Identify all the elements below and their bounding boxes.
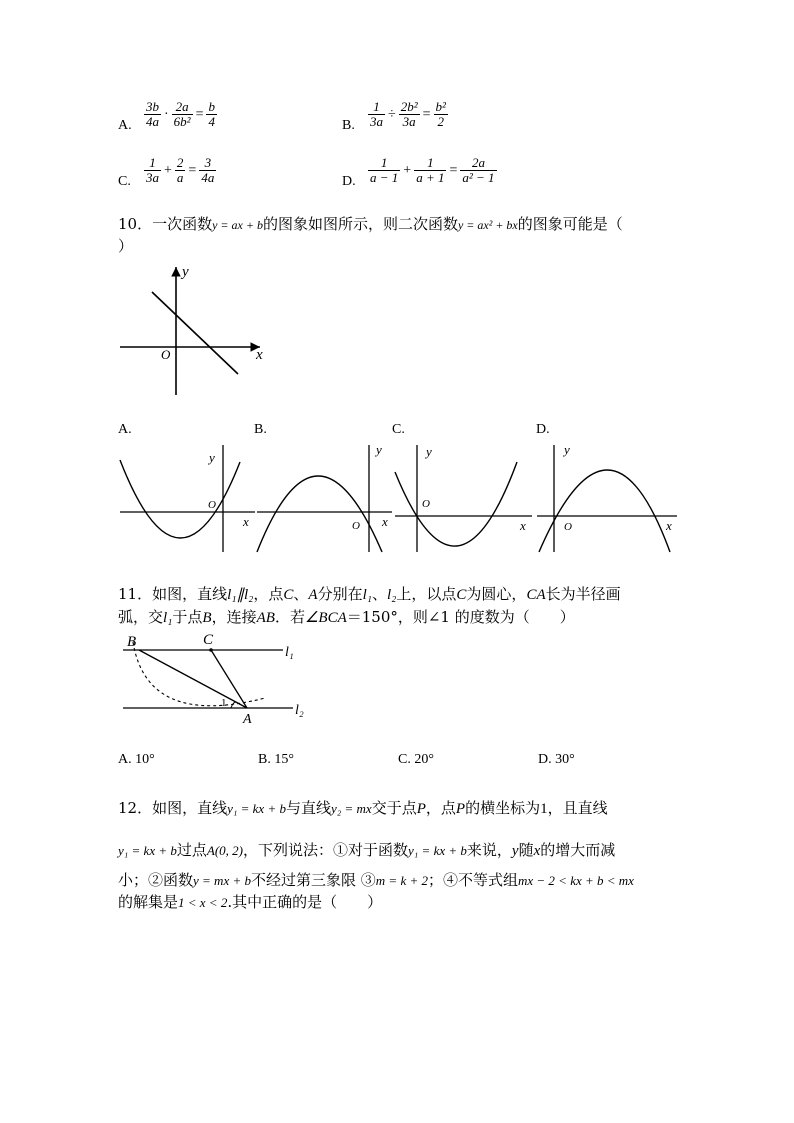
svg-text:x: x — [243, 514, 249, 529]
arc — [133, 642, 265, 706]
q11-option-b: B. 15° — [258, 752, 294, 767]
q10-option-c-label: C. — [392, 422, 405, 437]
svg-text:C: C — [203, 632, 214, 648]
parabola — [539, 470, 670, 552]
origin-label: O — [161, 347, 171, 362]
fraction: $\frac{2}{a}$ — [176, 155, 184, 185]
q11-option-d: D. 30° — [538, 752, 575, 767]
svg-text:x: x — [666, 518, 672, 533]
parabola — [257, 476, 382, 552]
fraction: $\frac{b}{4}$ — [208, 99, 215, 129]
svg-text:B: B — [127, 634, 137, 650]
fraction: $\frac{1}{3a}$ — [370, 99, 383, 129]
q12-stem-line1: 12．如图，直线y₁ = kx + b与直线y₂ = mx交于点P，点P的横坐标为1，且直线 — [118, 799, 608, 817]
svg-text:O: O — [352, 520, 360, 532]
fraction: $\frac{\text{2b²}}{3a}$ — [400, 99, 418, 129]
parabola — [120, 460, 240, 538]
q11-option-a: A. 10° — [118, 752, 155, 767]
option-label: A. — [118, 118, 132, 133]
q9-option-c: C. $\frac{1}{3a}$ + $\frac{2}{a}$ = $\frac{3}{4a}$ — [118, 155, 215, 189]
svg-text:A: A — [243, 712, 252, 727]
q12-stem-line4: 的解集是1 < x < 2.其中正确的是（ ） — [118, 893, 383, 911]
q10-option-a-graph — [115, 440, 260, 555]
fraction: $\frac{3b}{4a}$ — [146, 99, 159, 129]
svg-text:O: O — [564, 521, 572, 533]
svg-text:O: O — [208, 499, 216, 511]
option-label: C. — [118, 174, 131, 189]
q11-option-c: C. 20° — [398, 752, 434, 767]
svg-text:x: x — [382, 514, 388, 529]
fraction: $\frac{2a}{\text{a² − 1}}$ — [462, 155, 495, 185]
q9-option-a: A. $\frac{3b}{4a}$ · $\frac{2a}{\text{6b²}}$ = $\frac{b}{4}$ — [118, 99, 215, 133]
angle-mark — [231, 702, 236, 708]
fraction: $\frac{2a}{\text{6b²}}$ — [173, 99, 191, 129]
q10-option-c-graph — [392, 440, 537, 555]
y-axis-label: y — [182, 264, 189, 280]
q11-geometry-figure — [115, 630, 315, 730]
q12-stem-line3: 小；②函数y = mx + b不经过第三象限 ③m = k + 2；④不等式组mx − 2 < kx + b < mx — [118, 871, 634, 889]
q10-linear-graph — [110, 262, 280, 402]
q11-stem-line2: 弧，交l₁于点B，连接AB．若∠BCA＝150°，则∠1 的度数为（ ） — [118, 608, 575, 626]
q9-option-b: B. $\frac{1}{3a}$ ÷ $\frac{\text{2b²}}{3a}$ = $\frac{\text{b²}}{2}$ — [342, 99, 446, 133]
segment-ca — [211, 650, 247, 708]
q9-option-d: D. $\frac{1}{a - 1}$ + $\frac{1}{a + 1}$ = $\frac{2a}{\text{a² − 1}}$ — [342, 155, 495, 189]
q10-option-d-graph — [534, 440, 682, 555]
q10-stem-end: ） — [118, 237, 134, 255]
q10-option-a-label: A. — [118, 422, 132, 437]
svg-text:y: y — [376, 442, 382, 457]
q10-option-d-label: D. — [536, 422, 550, 437]
fraction: $\frac{1}{a + 1}$ — [416, 155, 445, 185]
q10-stem: 10．一次函数y = ax + b的图象如图所示，则二次函数y = ax² + bx的图象可能是（ — [118, 215, 623, 233]
q12-stem-line2: y₁ = kx + b过点A(0, 2)，下列说法：①对于函数y₁ = kx + b来说，y随x的增大而减 — [118, 841, 616, 859]
fraction: $\frac{1}{a - 1}$ — [370, 155, 399, 185]
option-label: B. — [342, 118, 355, 133]
svg-text:y: y — [426, 444, 432, 459]
option-label: D. — [342, 174, 356, 189]
x-axis-label: x — [256, 347, 263, 363]
svg-text:l₂: l₂ — [295, 703, 304, 718]
q11-stem-line1: 11．如图，直线l₁∥l₂，点C、A分别在l₁、l₂上，以点C为圆心，CA长为半径画 — [118, 585, 621, 603]
svg-text:y: y — [564, 442, 570, 457]
q10-option-b-graph — [252, 440, 397, 555]
parabola — [395, 462, 517, 546]
fraction: $\frac{\text{b²}}{2}$ — [435, 99, 446, 129]
svg-text:O: O — [422, 498, 430, 510]
q10-option-b-label: B. — [254, 422, 267, 437]
fraction: $\frac{3}{4a}$ — [201, 155, 215, 185]
fraction: $\frac{1}{3a}$ — [146, 155, 159, 185]
svg-text:y: y — [209, 450, 215, 465]
svg-text:1: 1 — [221, 697, 227, 709]
svg-text:l₁: l₁ — [285, 645, 294, 660]
segment-ab — [139, 650, 247, 708]
svg-text:x: x — [520, 518, 526, 533]
